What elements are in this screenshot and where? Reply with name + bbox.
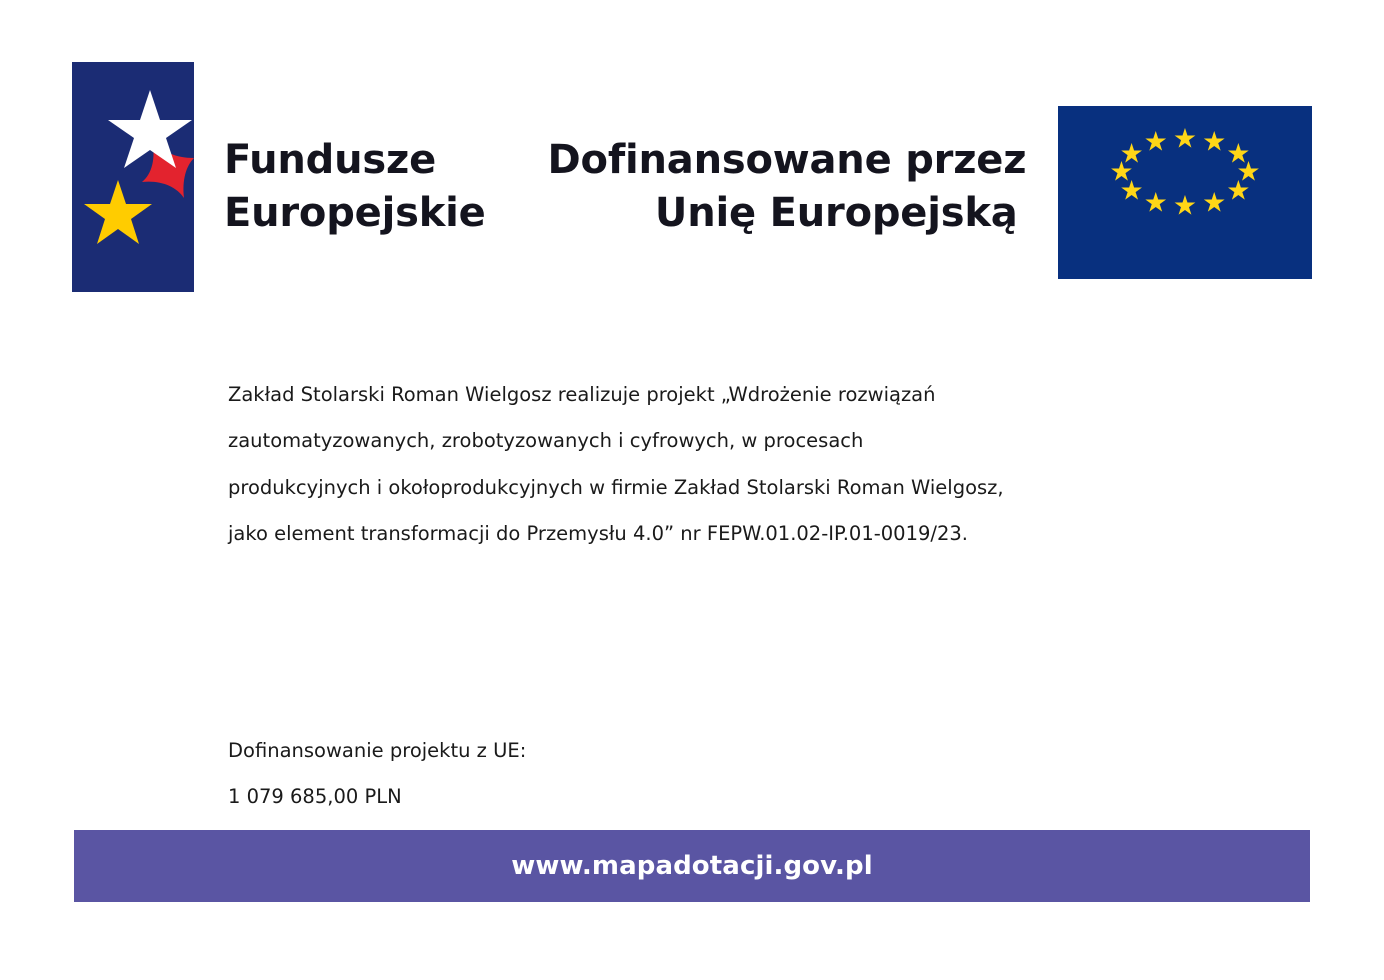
description-line: zautomatyzowanych, zrobotyzowanych i cyfrowych, w procesach [228, 429, 864, 453]
eu-funding-statement [547, 134, 1027, 240]
description-line: produkcyjnych i okołoprodukcyjnych w firmie Zakład Stolarski Roman Wielgosz, [228, 475, 1004, 499]
eu-statement-line2: Unię Europejską [654, 190, 1018, 237]
funding-amount-block [228, 728, 526, 821]
mapadotacji-url[interactable]: www.mapadotacji.gov.pl [511, 851, 873, 881]
fe-wordmark-line1: Fundusze [224, 137, 437, 183]
fe-wordmark-line2: Europejskie [224, 190, 486, 237]
funding-label: Dofinansowanie projektu z UE: [228, 739, 527, 762]
description-line: Zakład Stolarski Roman Wielgosz realizuje projekt „Wdrożenie rozwiązań [228, 383, 936, 406]
eu-statement-line1: Dofinansowane przez [547, 137, 1027, 183]
footer-bar [74, 830, 1310, 902]
fundusze-europejskie-wordmark [224, 134, 486, 240]
european-union-flag: ★ ★ ★ ★ ★ ★ ★ ★ ★ ★ ★ ★ [1058, 106, 1312, 279]
description-line: jako element transformacji do Przemysłu 4.0” nr FEPW.01.02-IP.01-0019/23. [228, 522, 968, 546]
fundusze-europejskie-logo [72, 62, 194, 292]
project-description [228, 372, 1033, 558]
funding-amount: 1 079 685,00 PLN [228, 785, 402, 809]
logo-header-band [72, 62, 1312, 292]
